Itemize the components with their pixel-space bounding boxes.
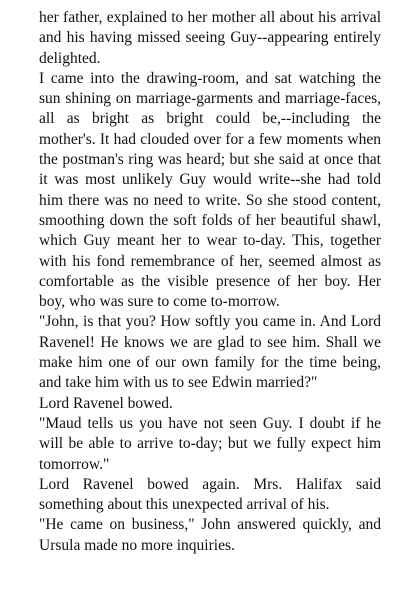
paragraph-6: Lord Ravenel bowed again. Mrs. Halifax said something about this unexpected arrival of his. [39, 475, 381, 514]
paragraph-3: "John, is that you? How softly you came in. And Lord Ravenel! He knows we are glad to see him. Shall we make him one of our own family for the time being, and take him with us to see Edwin married?" [39, 313, 381, 392]
paragraph-4: Lord Ravenel bowed. [39, 394, 173, 412]
page-body [39, 8, 381, 556]
paragraph-1: her father, explained to her mother all about his arrival and his having missed seeing Guy--appearing entirely delighted. [39, 9, 381, 67]
paragraph-7: "He came on business," John answered quickly, and Ursula made no more inquiries. [39, 516, 381, 554]
paragraph-2: I came into the drawing-room, and sat watching the sun shining on marriage-garments and marriage-faces, all as bright as bright could be,--including the mother's. It had clouded over for a few moments when the postman's ring was heard; but she said at once that it was most unlikely Guy would write--she had told him there was no need to write. So she stood content, smoothing down the soft folds of her beautiful shawl, which Guy meant her to wear to-day. This, together with his fond remembrance of her, seemed almost as comfortable as the visible presence of her boy. Her boy, who was sure to come to-morrow. [39, 69, 381, 311]
paragraph-5: "Maud tells us you have not seen Guy. I doubt if he will be able to arrive to-day; but we fully expect him tomorrow." [39, 414, 381, 473]
